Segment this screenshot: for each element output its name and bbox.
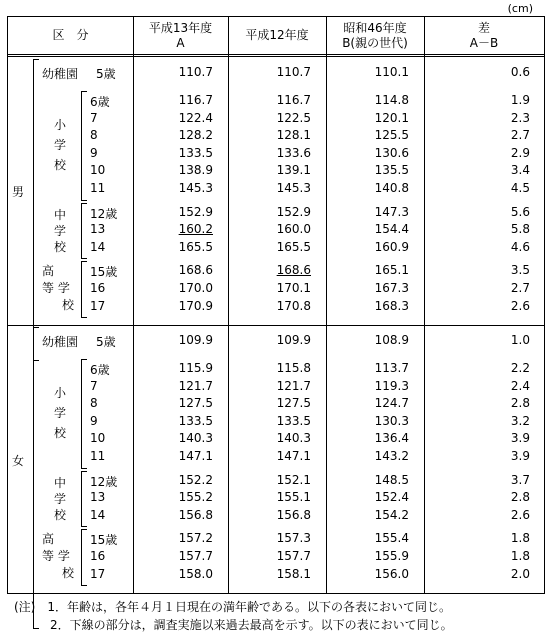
male-high-bracket <box>81 261 87 318</box>
value-b: 147.1 <box>276 449 311 463</box>
value-b: 157.7 <box>276 549 311 563</box>
group-elementary: 小学校 <box>54 118 67 172</box>
male-elementary-bracket <box>81 91 87 201</box>
age-cell: 8 <box>90 128 98 143</box>
value-c: 113.7 <box>374 361 409 375</box>
age-cell: 6歳 <box>90 95 110 109</box>
value-a: 145.3 <box>178 181 213 195</box>
value-a: 168.6 <box>178 263 213 278</box>
value-a: 152.9 <box>178 204 213 219</box>
value-b: 157.3 <box>276 531 311 546</box>
value-c: 119.3 <box>374 378 409 393</box>
value-c: 114.8 <box>374 93 409 107</box>
age-cell: 16 <box>90 549 106 563</box>
value-c: 130.3 <box>374 413 409 428</box>
female-junior-bracket <box>81 471 87 528</box>
value-c: 110.1 <box>374 65 409 79</box>
value-d: 3.9 <box>510 431 530 446</box>
value-b: 133.5 <box>276 413 311 428</box>
value-d: 2.7 <box>510 281 530 295</box>
value-b: 155.1 <box>276 490 311 505</box>
age-cell: 14 <box>90 507 106 522</box>
value-d: 4.5 <box>510 181 530 195</box>
value-c: 120.1 <box>374 110 409 125</box>
age-cell: 7 <box>90 110 98 125</box>
footnotes <box>14 598 453 634</box>
value-c: 165.1 <box>374 263 409 278</box>
age-cell: 13 <box>90 490 106 505</box>
header-kubun: 区 分 <box>52 28 89 42</box>
male-sex-bracket <box>33 59 39 361</box>
value-b: 121.7 <box>276 378 311 393</box>
value-b: 115.8 <box>276 361 311 375</box>
value-c: 124.7 <box>374 396 409 411</box>
age-cell: 16 <box>90 281 106 295</box>
value-a: 157.2 <box>178 531 213 546</box>
age-cell: 13 <box>90 222 106 237</box>
age-cell: 7 <box>90 378 98 393</box>
height-table <box>7 16 545 594</box>
value-c: 130.6 <box>374 145 409 160</box>
value-a: 115.9 <box>178 361 213 375</box>
group-junior: 中学校 <box>54 207 67 254</box>
male-junior-bracket <box>81 203 87 260</box>
age-cell: 9 <box>90 413 98 428</box>
age-cell: 5歳 <box>96 335 116 349</box>
header-col-a: 平成13年度 A <box>148 20 213 50</box>
age-cell: 5歳 <box>96 67 116 81</box>
value-a: 128.2 <box>178 128 213 143</box>
value-c: 155.4 <box>374 531 409 546</box>
value-a: 170.0 <box>178 281 213 295</box>
value-a: 110.7 <box>178 65 213 79</box>
value-a: 109.9 <box>178 333 213 347</box>
table-header <box>8 17 544 57</box>
value-b: 140.3 <box>276 431 311 446</box>
value-c: 154.2 <box>374 507 409 522</box>
value-a: 121.7 <box>178 378 213 393</box>
value-c: 168.3 <box>374 298 409 313</box>
value-a: 156.8 <box>178 507 213 522</box>
value-d: 1.9 <box>510 93 530 107</box>
value-b: 168.6 <box>276 263 311 278</box>
value-a: 116.7 <box>178 93 213 107</box>
age-cell: 12歳 <box>90 206 118 221</box>
value-d: 2.4 <box>510 378 530 393</box>
age-cell: 15歳 <box>90 533 118 548</box>
age-cell: 10 <box>90 431 106 446</box>
value-a: 152.2 <box>178 472 213 487</box>
value-b: 122.5 <box>276 110 311 125</box>
value-b: 116.7 <box>276 93 311 107</box>
age-cell: 17 <box>90 298 106 313</box>
value-d: 3.2 <box>510 413 530 428</box>
value-b: 109.9 <box>276 333 311 347</box>
value-d: 3.7 <box>510 472 530 487</box>
value-a: 158.0 <box>178 566 213 581</box>
age-cell: 11 <box>90 181 106 195</box>
value-d: 2.3 <box>510 110 530 125</box>
value-a: 138.9 <box>178 163 213 178</box>
value-b: 128.1 <box>276 128 311 143</box>
value-d: 2.8 <box>510 396 530 411</box>
female-sex-bracket <box>33 327 39 629</box>
value-c: 143.2 <box>374 449 409 463</box>
value-d: 5.8 <box>510 222 530 237</box>
value-d: 2.7 <box>510 128 530 143</box>
value-c: 108.9 <box>374 333 409 347</box>
unit-label: (cm) <box>507 2 533 15</box>
value-a: 133.5 <box>178 145 213 160</box>
female-high-bracket <box>81 529 87 586</box>
age-cell: 14 <box>90 239 106 254</box>
value-a: 133.5 <box>178 413 213 428</box>
value-c: 147.3 <box>374 204 409 219</box>
value-b: 145.3 <box>276 181 311 195</box>
female-elementary-bracket <box>81 359 87 469</box>
value-a: 155.2 <box>178 490 213 505</box>
value-a: 140.3 <box>178 431 213 446</box>
age-cell: 11 <box>90 449 106 463</box>
value-b: 152.9 <box>276 204 311 219</box>
value-d: 1.8 <box>510 549 530 563</box>
group-junior: 中学校 <box>54 475 67 522</box>
value-c: 160.9 <box>374 239 409 254</box>
value-b: 110.7 <box>276 65 311 79</box>
note-2: 2．下線の部分は，調査実施以来過去最高を示す。以下の表において同じ。 <box>50 618 453 632</box>
age-cell: 10 <box>90 163 106 178</box>
header-col-b: 平成12年度 <box>245 28 309 42</box>
value-a: 127.5 <box>178 396 213 411</box>
value-c: 152.4 <box>374 490 409 505</box>
age-cell: 15歳 <box>90 265 118 280</box>
value-c: 154.4 <box>374 222 409 237</box>
age-cell: 9 <box>90 145 98 160</box>
group-high: 高 等 学 校 <box>42 532 75 581</box>
value-c: 135.5 <box>374 163 409 178</box>
value-a: 165.5 <box>178 239 213 254</box>
value-d: 2.6 <box>510 507 530 522</box>
group-kindergarten: 幼稚園 <box>42 335 79 349</box>
header-col-d: 差 A－B <box>469 20 499 50</box>
value-a: 147.1 <box>178 449 213 463</box>
value-b: 158.1 <box>276 566 311 581</box>
sex-label-male: 男 <box>12 185 25 199</box>
group-elementary: 小学校 <box>54 386 67 440</box>
value-d: 5.6 <box>510 204 530 219</box>
value-c: 125.5 <box>374 128 409 143</box>
group-high: 高 等 学 校 <box>42 264 75 313</box>
value-d: 1.0 <box>510 333 530 347</box>
group-kindergarten: 幼稚園 <box>42 67 79 81</box>
value-a: 170.9 <box>178 298 213 313</box>
age-cell: 12歳 <box>90 474 118 489</box>
value-c: 167.3 <box>374 281 409 295</box>
age-cell: 17 <box>90 566 106 581</box>
value-d: 2.0 <box>510 566 530 581</box>
value-c: 155.9 <box>374 549 409 563</box>
value-b: 152.1 <box>276 472 311 487</box>
value-d: 0.6 <box>510 65 530 79</box>
header-col-c: 昭和46年度 B(親の世代) <box>342 20 408 50</box>
value-b: 165.5 <box>276 239 311 254</box>
value-d: 3.5 <box>510 263 530 278</box>
note-1: (注) 1．年齢は，各年４月１日現在の満年齢である。以下の各表において同じ。 <box>14 600 452 614</box>
sex-label-female: 女 <box>12 454 25 468</box>
age-cell: 6歳 <box>90 363 110 377</box>
value-a: 160.2 <box>178 222 213 237</box>
value-a: 122.4 <box>178 110 213 125</box>
value-d: 3.4 <box>510 163 530 178</box>
value-d: 1.8 <box>510 531 530 546</box>
value-c: 148.5 <box>374 472 409 487</box>
value-d: 3.9 <box>510 449 530 463</box>
value-b: 127.5 <box>276 396 311 411</box>
value-d: 2.6 <box>510 298 530 313</box>
value-b: 139.1 <box>276 163 311 178</box>
value-a: 157.7 <box>178 549 213 563</box>
value-d: 4.6 <box>510 239 530 254</box>
value-d: 2.2 <box>510 361 530 375</box>
value-b: 133.6 <box>276 145 311 160</box>
value-b: 156.8 <box>276 507 311 522</box>
value-d: 2.9 <box>510 145 530 160</box>
value-c: 156.0 <box>374 566 409 581</box>
value-b: 170.8 <box>276 298 311 313</box>
value-c: 136.4 <box>374 431 409 446</box>
value-b: 170.1 <box>276 281 311 295</box>
value-c: 140.8 <box>374 181 409 195</box>
value-d: 2.8 <box>510 490 530 505</box>
value-b: 160.0 <box>276 222 311 237</box>
age-cell: 8 <box>90 396 98 411</box>
